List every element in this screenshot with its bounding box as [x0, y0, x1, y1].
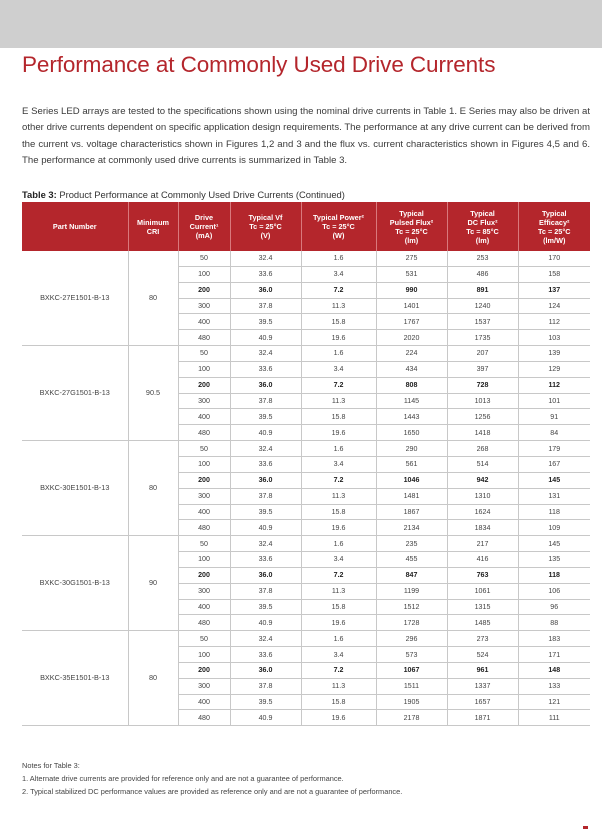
page-marker [583, 826, 588, 829]
value-cell: 2178 [376, 710, 447, 726]
value-cell: 480 [178, 330, 230, 346]
value-cell: 1315 [447, 599, 518, 615]
column-header-line: Typical Power² [313, 213, 364, 222]
value-cell: 111 [518, 710, 590, 726]
column-header-line: Typical Vf [248, 213, 283, 222]
value-cell: 1650 [376, 425, 447, 441]
value-cell: 15.8 [301, 504, 376, 520]
value-cell: 400 [178, 409, 230, 425]
value-cell: 200 [178, 662, 230, 678]
value-cell: 1834 [447, 520, 518, 536]
value-cell: 1.6 [301, 631, 376, 647]
value-cell: 961 [447, 662, 518, 678]
column-header-line: Minimum [136, 217, 170, 227]
value-cell: 11.3 [301, 678, 376, 694]
part-number-cell: BXKC-30G1501-B-13 [22, 536, 128, 631]
column-header-line: Pulsed Flux² [389, 217, 434, 227]
value-cell: 207 [447, 346, 518, 362]
value-cell: 300 [178, 393, 230, 409]
value-cell: 32.4 [230, 441, 301, 457]
column-header-line: Tc = 25°C [322, 222, 355, 231]
value-cell: 106 [518, 583, 590, 599]
value-cell: 1537 [447, 314, 518, 330]
value-cell: 133 [518, 678, 590, 694]
value-cell: 1337 [447, 678, 518, 694]
value-cell: 36.0 [230, 662, 301, 678]
value-cell: 891 [447, 282, 518, 298]
cri-cell: 80 [128, 631, 178, 726]
value-cell: 7.2 [301, 567, 376, 583]
value-cell: 39.5 [230, 504, 301, 520]
value-cell: 1310 [447, 488, 518, 504]
value-cell: 290 [376, 441, 447, 457]
column-header [22, 202, 128, 251]
value-cell: 3.4 [301, 647, 376, 663]
value-cell: 3.4 [301, 266, 376, 282]
value-cell: 37.8 [230, 678, 301, 694]
column-header [230, 202, 301, 251]
value-cell: 486 [447, 266, 518, 282]
value-cell: 39.5 [230, 409, 301, 425]
value-cell: 1013 [447, 393, 518, 409]
performance-table [22, 202, 590, 726]
value-cell: 145 [518, 536, 590, 552]
table-row [22, 631, 590, 647]
value-cell: 100 [178, 647, 230, 663]
value-cell: 32.4 [230, 631, 301, 647]
value-cell: 50 [178, 251, 230, 266]
value-cell: 300 [178, 488, 230, 504]
value-cell: 37.8 [230, 583, 301, 599]
value-cell: 15.8 [301, 694, 376, 710]
value-cell: 1481 [376, 488, 447, 504]
value-cell: 1624 [447, 504, 518, 520]
value-cell: 100 [178, 361, 230, 377]
value-cell: 296 [376, 631, 447, 647]
value-cell: 455 [376, 552, 447, 568]
value-cell: 40.9 [230, 425, 301, 441]
value-cell: 121 [518, 694, 590, 710]
value-cell: 253 [447, 251, 518, 266]
column-header-line: Tc = 85°C [466, 226, 499, 236]
column-header-line: Efficacy² [539, 217, 570, 227]
value-cell: 33.6 [230, 647, 301, 663]
value-cell: 32.4 [230, 251, 301, 266]
value-cell: 100 [178, 552, 230, 568]
value-cell: 1199 [376, 583, 447, 599]
table-header-row [22, 202, 590, 251]
column-header [178, 202, 230, 251]
value-cell: 50 [178, 631, 230, 647]
column-header-line: Tc = 25°C [395, 226, 428, 236]
value-cell: 112 [518, 314, 590, 330]
value-cell: 118 [518, 567, 590, 583]
value-cell: 561 [376, 456, 447, 472]
value-cell: 171 [518, 647, 590, 663]
value-cell: 480 [178, 615, 230, 631]
column-header-line: (W) [332, 231, 345, 240]
value-cell: 1512 [376, 599, 447, 615]
value-cell: 32.4 [230, 346, 301, 362]
column-header-line: (lm) [404, 235, 419, 245]
value-cell: 39.5 [230, 599, 301, 615]
value-cell: 112 [518, 377, 590, 393]
value-cell: 224 [376, 346, 447, 362]
value-cell: 19.6 [301, 520, 376, 536]
value-cell: 2020 [376, 330, 447, 346]
value-cell: 1728 [376, 615, 447, 631]
value-cell: 514 [447, 456, 518, 472]
value-cell: 480 [178, 710, 230, 726]
column-header-line: Part Number [52, 222, 97, 231]
value-cell: 1145 [376, 393, 447, 409]
value-cell: 19.6 [301, 425, 376, 441]
value-cell: 37.8 [230, 488, 301, 504]
value-cell: 1418 [447, 425, 518, 441]
cri-cell: 90.5 [128, 346, 178, 441]
value-cell: 1867 [376, 504, 447, 520]
value-cell: 573 [376, 647, 447, 663]
value-cell: 397 [447, 361, 518, 377]
value-cell: 434 [376, 361, 447, 377]
value-cell: 200 [178, 377, 230, 393]
column-header [518, 202, 590, 251]
value-cell: 1256 [447, 409, 518, 425]
table-caption-text: Product Performance at Commonly Used Drive Currents (Continued) [56, 189, 345, 200]
value-cell: 200 [178, 567, 230, 583]
notes-section [22, 761, 590, 800]
value-cell: 847 [376, 567, 447, 583]
note-item: 2. Typical stabilized DC performance values are provided as reference only and are not a guarantee of performance. [22, 787, 403, 796]
value-cell: 763 [447, 567, 518, 583]
table-row [22, 251, 590, 266]
value-cell: 40.9 [230, 710, 301, 726]
value-cell: 808 [376, 377, 447, 393]
value-cell: 400 [178, 599, 230, 615]
column-header-line: CRI [146, 226, 160, 236]
value-cell: 531 [376, 266, 447, 282]
value-cell: 300 [178, 298, 230, 314]
value-cell: 3.4 [301, 552, 376, 568]
value-cell: 33.6 [230, 361, 301, 377]
value-cell: 19.6 [301, 330, 376, 346]
value-cell: 1657 [447, 694, 518, 710]
table-row [22, 346, 590, 362]
value-cell: 400 [178, 504, 230, 520]
value-cell: 50 [178, 536, 230, 552]
value-cell: 3.4 [301, 361, 376, 377]
value-cell: 1.6 [301, 346, 376, 362]
value-cell: 1401 [376, 298, 447, 314]
value-cell: 100 [178, 456, 230, 472]
table-caption-label: Table 3: [22, 189, 57, 200]
value-cell: 300 [178, 678, 230, 694]
table-body [22, 251, 590, 726]
value-cell: 37.8 [230, 393, 301, 409]
value-cell: 84 [518, 425, 590, 441]
value-cell: 131 [518, 488, 590, 504]
value-cell: 11.3 [301, 583, 376, 599]
value-cell: 400 [178, 694, 230, 710]
value-cell: 11.3 [301, 488, 376, 504]
value-cell: 33.6 [230, 552, 301, 568]
value-cell: 1485 [447, 615, 518, 631]
value-cell: 1.6 [301, 536, 376, 552]
value-cell: 118 [518, 504, 590, 520]
value-cell: 728 [447, 377, 518, 393]
cri-cell: 80 [128, 441, 178, 536]
value-cell: 200 [178, 282, 230, 298]
value-cell: 36.0 [230, 472, 301, 488]
value-cell: 416 [447, 552, 518, 568]
value-cell: 19.6 [301, 710, 376, 726]
value-cell: 129 [518, 361, 590, 377]
notes-title: Notes for Table 3: [22, 761, 80, 770]
column-header-line: (mA) [195, 231, 213, 240]
value-cell: 19.6 [301, 615, 376, 631]
note-item: 1. Alternate drive currents are provided for reference only and are not a guarantee of performance. [22, 774, 344, 783]
column-header-line: Tc = 25°C [249, 222, 282, 231]
column-header-line: Typical [399, 208, 424, 218]
value-cell: 200 [178, 472, 230, 488]
value-cell: 139 [518, 346, 590, 362]
value-cell: 217 [447, 536, 518, 552]
value-cell: 135 [518, 552, 590, 568]
value-cell: 1067 [376, 662, 447, 678]
value-cell: 96 [518, 599, 590, 615]
value-cell: 145 [518, 472, 590, 488]
value-cell: 36.0 [230, 567, 301, 583]
value-cell: 109 [518, 520, 590, 536]
value-cell: 170 [518, 251, 590, 266]
value-cell: 36.0 [230, 377, 301, 393]
column-header-line: (lm/W) [543, 235, 566, 245]
cri-cell: 80 [128, 251, 178, 346]
value-cell: 235 [376, 536, 447, 552]
value-cell: 275 [376, 251, 447, 266]
value-cell: 50 [178, 441, 230, 457]
value-cell: 101 [518, 393, 590, 409]
value-cell: 148 [518, 662, 590, 678]
value-cell: 33.6 [230, 266, 301, 282]
column-header-line: Typical [470, 208, 495, 218]
page-title: Performance at Commonly Used Drive Currents [22, 52, 496, 77]
part-number-cell: BXKC-35E1501-B-13 [22, 631, 128, 726]
value-cell: 1735 [447, 330, 518, 346]
column-header-line: Current¹ [189, 222, 219, 231]
intro-paragraph: E Series LED arrays are tested to the specifications shown using the nominal drive currents in Table 1. E Series may also be driven at other drive currents dependent on specific application design requirements. The performance at any drive current can be derived from the current vs. voltage characteristics shown in Figures 1,2 and 3 and the flux vs. current characteristics shown in Figures 4,5 and 6. The performance at commonly used drive currents is summarized in Table 3. [22, 106, 590, 167]
value-cell: 942 [447, 472, 518, 488]
value-cell: 36.0 [230, 282, 301, 298]
value-cell: 50 [178, 346, 230, 362]
value-cell: 1443 [376, 409, 447, 425]
value-cell: 7.2 [301, 282, 376, 298]
value-cell: 1240 [447, 298, 518, 314]
part-number-cell: BXKC-27E1501-B-13 [22, 251, 128, 346]
value-cell: 7.2 [301, 662, 376, 678]
table-caption [22, 189, 345, 200]
value-cell: 480 [178, 425, 230, 441]
value-cell: 7.2 [301, 472, 376, 488]
value-cell: 2134 [376, 520, 447, 536]
column-header-line: Typical [541, 208, 567, 218]
column-header [376, 202, 447, 251]
value-cell: 40.9 [230, 330, 301, 346]
column-header [301, 202, 376, 251]
value-cell: 158 [518, 266, 590, 282]
value-cell: 91 [518, 409, 590, 425]
part-number-cell: BXKC-27G1501-B-13 [22, 346, 128, 441]
column-header-line: (lm) [475, 235, 490, 245]
column-header-line: Drive [194, 213, 214, 222]
value-cell: 15.8 [301, 599, 376, 615]
value-cell: 39.5 [230, 694, 301, 710]
value-cell: 100 [178, 266, 230, 282]
value-cell: 33.6 [230, 456, 301, 472]
value-cell: 1767 [376, 314, 447, 330]
value-cell: 524 [447, 647, 518, 663]
value-cell: 15.8 [301, 409, 376, 425]
part-number-cell: BXKC-30E1501-B-13 [22, 441, 128, 536]
column-header-line: DC Flux² [467, 217, 498, 227]
column-header [128, 202, 178, 251]
value-cell: 7.2 [301, 377, 376, 393]
value-cell: 480 [178, 520, 230, 536]
column-header-line: (V) [260, 231, 271, 240]
value-cell: 1905 [376, 694, 447, 710]
column-header-line: Tc = 25°C [537, 226, 571, 236]
value-cell: 268 [447, 441, 518, 457]
column-header [447, 202, 518, 251]
value-cell: 167 [518, 456, 590, 472]
value-cell: 15.8 [301, 314, 376, 330]
value-cell: 1511 [376, 678, 447, 694]
value-cell: 1871 [447, 710, 518, 726]
value-cell: 37.8 [230, 298, 301, 314]
value-cell: 103 [518, 330, 590, 346]
value-cell: 300 [178, 583, 230, 599]
value-cell: 32.4 [230, 536, 301, 552]
value-cell: 137 [518, 282, 590, 298]
table-row [22, 536, 590, 552]
value-cell: 183 [518, 631, 590, 647]
value-cell: 3.4 [301, 456, 376, 472]
value-cell: 273 [447, 631, 518, 647]
value-cell: 1.6 [301, 441, 376, 457]
value-cell: 39.5 [230, 314, 301, 330]
cri-cell: 90 [128, 536, 178, 631]
table-row [22, 441, 590, 457]
value-cell: 124 [518, 298, 590, 314]
value-cell: 40.9 [230, 520, 301, 536]
value-cell: 400 [178, 314, 230, 330]
value-cell: 11.3 [301, 393, 376, 409]
value-cell: 88 [518, 615, 590, 631]
value-cell: 1061 [447, 583, 518, 599]
value-cell: 40.9 [230, 615, 301, 631]
value-cell: 11.3 [301, 298, 376, 314]
value-cell: 990 [376, 282, 447, 298]
value-cell: 1046 [376, 472, 447, 488]
value-cell: 179 [518, 441, 590, 457]
value-cell: 1.6 [301, 251, 376, 266]
